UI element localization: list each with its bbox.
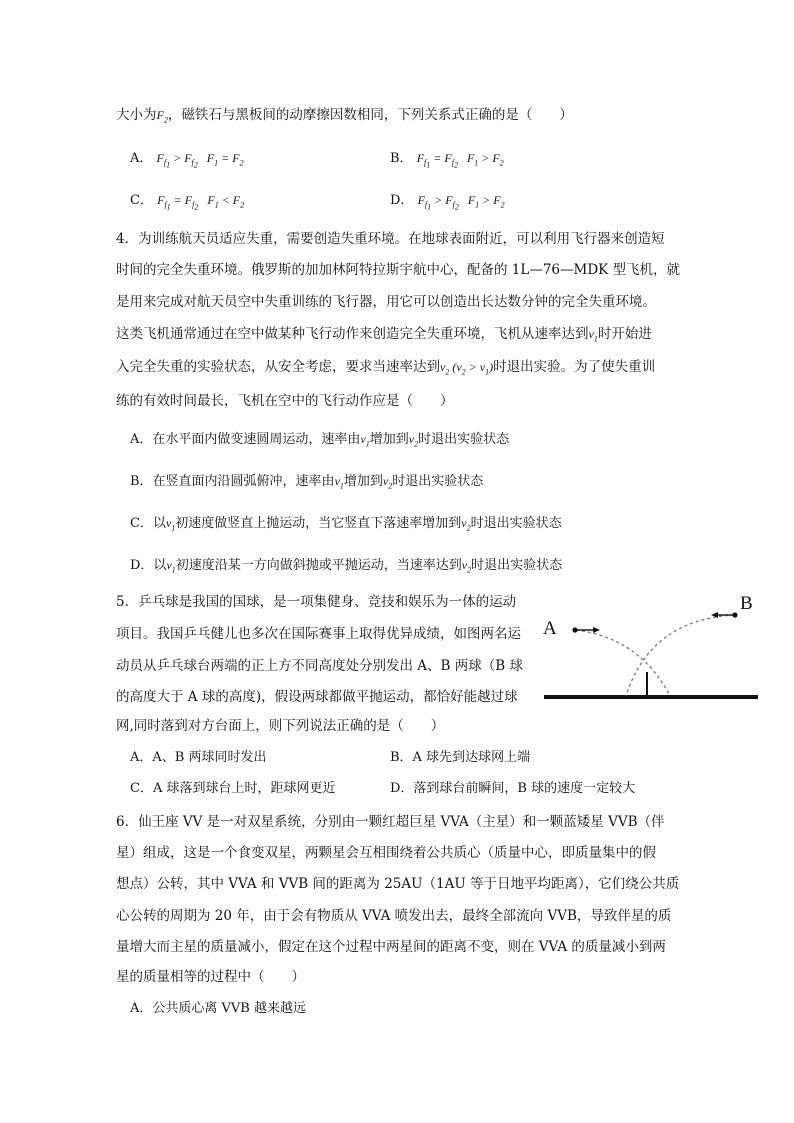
- q5-line-5: 网,同时落到对方台面上，则下列说法正确的是（ ）: [116, 718, 445, 734]
- q5-option-c: C．A 球落到球台上时，距球网更近: [130, 781, 336, 796]
- q6-line-5: 量增大而主星的质量减小，假定在这个过程中两星间的距离不变，则在 VVA 的质量减小到两: [116, 939, 666, 955]
- trajectory-b: [626, 615, 734, 696]
- q4-line-4: 这类飞机通常通过在空中做某种飞行动作来创造完全失重环境，飞机从速率达到$v_1$时开始进: [116, 326, 652, 344]
- q4-option-b: B．在竖直面内沿圆弧俯冲，速率由$v_1$增加到$v_2$时退出实验状态: [130, 474, 484, 491]
- q3-option-a: A． $F_{f_1} > F_{f_2}$ $F_1 = F_2$: [130, 151, 244, 170]
- q4-option-d: D．以$v_1$初速度沿某一方向做斜抛或平抛运动，当速率达到$v_2$时退出实验状态: [130, 558, 563, 575]
- trajectory-a: [576, 630, 670, 696]
- q3-intro-text-a: 大小为: [116, 107, 157, 123]
- q4-option-c: C．以$v_1$初速度做竖直上抛运动，当它竖直下落速率增加到$v_2$时退出实验状态: [130, 516, 562, 533]
- q4-line-5: 入完全失重的实验状态，从安全考虑，要求当速率达到$v_2$ $(v_2 > v_1)$时退出实验。为了使失重训: [116, 359, 656, 377]
- q3-intro-line: [116, 105, 573, 130]
- q3-option-b-expr: $F_{f_1} = F_{f_2}$ $F_1 > F_2$: [416, 151, 504, 170]
- q3-option-c-expr: $F_{f_1} = F_{f_2}$ $F_1 < F_2$: [157, 193, 245, 212]
- q5-option-d: D．落到球台前瞬间，B 球的速度一定较大: [390, 781, 636, 796]
- q3-option-b: B． $F_{f_1} = F_{f_2}$ $F_1 > F_2$: [390, 151, 504, 170]
- label-b: B: [740, 593, 753, 614]
- table-surface: [544, 695, 758, 699]
- ball-b: [732, 612, 737, 617]
- q5-line-3: 动员从乒乓球台两端的正上方不同高度处分别发出 A、B 两球（B 球: [116, 658, 523, 674]
- q3-option-a-expr: $F_{f_1} > F_{f_2}$ $F_1 = F_2$: [156, 151, 244, 170]
- q4-line-2: 时间的完全失重环境。俄罗斯的加加林阿特拉斯宇航中心，配备的 1L—76—MDK 型飞机，就: [116, 262, 681, 278]
- q4-v1: $v_1$: [588, 327, 598, 344]
- q5-line-2: 项目。我国乒乓健儿也多次在国际赛事上取得优异成绩，如图两名运: [116, 626, 521, 642]
- q5-line-1: 5．乒乓球是我国的国球，是一项集健身、竞技和娱乐为一体的运动: [116, 594, 517, 610]
- q4-v2-condition: $v_2$ $(v_2 > v_1)$: [440, 360, 494, 377]
- q3-option-d-expr: $F_{f_1} > F_{f_2}$ $F_1 > F_2$: [417, 193, 505, 212]
- q6-line-2: 星）组成，这是一个食变双星，两颗星会互相围绕着公共质心（质量中心，即质量集中的假: [116, 845, 656, 861]
- q4-line-3: 是用来完成对航天员空中失重训练的飞行器，用它可以创造出长达数分钟的完全失重环境。: [116, 294, 656, 310]
- q3-var-f2: $F_2$: [156, 108, 168, 125]
- q6-line-4: 心公转的周期为 20 年，由于会有物质从 VVA 喷发出去，最终全部流向 VVB，导致伴星的质: [116, 908, 672, 924]
- q4-option-a: A．在水平面内做变速圆周运动，速率由$v_1$增加到$v_2$时退出实验状态: [130, 432, 510, 449]
- arrow-a-head: [593, 627, 600, 633]
- ping-pong-figure: [540, 590, 762, 708]
- q4-line-1: 4．为训练航天员适应失重，需要创造失重环境。在地球表面附近，可以利用飞行器来创造短: [116, 231, 665, 247]
- q4-line-6: 练的有效时间最长，飞机在空中的飞行动作应是（ ）: [116, 393, 454, 409]
- q3-option-c: C． $F_{f_1} = F_{f_2}$ $F_1 < F_2$: [130, 193, 245, 212]
- q3-option-d: D． $F_{f_1} > F_{f_2}$ $F_1 > F_2$: [390, 193, 505, 212]
- q5-option-b: B．A 球先到达球网上端: [390, 750, 531, 765]
- q3-intro-text-b: ，磁铁石与黑板间的动摩擦因数相同，下列关系式正确的是（ ）: [167, 107, 573, 123]
- ball-a: [572, 627, 577, 632]
- label-a: A: [543, 618, 557, 639]
- q6-line-1: 6．仙王座 VV 是一对双星系统，分别由一颗红超巨星 VVA（主星）和一颗蓝矮星 VVB（伴: [116, 814, 665, 830]
- q5-option-a: A．A、B 两球同时发出: [130, 750, 267, 765]
- q6-line-6: 星的质量相等的过程中（ ）: [116, 969, 305, 985]
- q6-option-a: A．公共质心离 VVB 越来越远: [130, 1001, 306, 1016]
- q5-line-4: 的高度大于 A 球的高度)，假设两球都做平抛运动，都恰好能越过球: [116, 689, 518, 705]
- q6-line-3: 想点）公转，其中 VVA 和 VVB 间的距离为 25AU（1AU 等于日地平均距离），它们绕公共质: [116, 876, 680, 892]
